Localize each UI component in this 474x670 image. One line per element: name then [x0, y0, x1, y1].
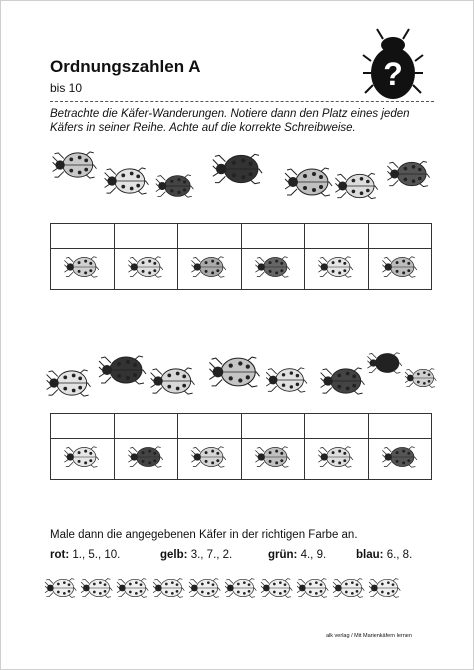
instruction-line-1: Betrachte die Käfer-Wanderungen. Notiere dann den Platz eines jeden	[50, 108, 410, 120]
beetle-walk-row-1	[41, 144, 441, 204]
beetle-walk-row-2	[41, 346, 441, 406]
ladybug-icon[interactable]	[369, 579, 400, 598]
answer-cell[interactable]	[305, 224, 369, 249]
dashed-divider	[50, 101, 434, 102]
answer-cell[interactable]	[178, 414, 242, 439]
ladybug-icon	[99, 356, 146, 384]
ladybug-icon	[387, 161, 429, 186]
answer-cell[interactable]	[241, 224, 305, 249]
ladybug-icon	[187, 442, 231, 472]
ladybug-icon	[151, 368, 195, 394]
ladybug-icon	[405, 369, 436, 388]
ladybug-icon	[266, 368, 307, 392]
page-subtitle: bis 10	[50, 81, 83, 95]
color-task-yellow: gelb: 3., 7., 2.	[160, 549, 233, 561]
ladybug-icon	[251, 442, 295, 472]
ladybug-icon	[378, 442, 422, 472]
paint-instruction: Male dann die angegebenen Käfer in der richtigen Farbe an.	[50, 529, 358, 541]
ladybug-icon[interactable]	[45, 579, 76, 598]
ladybug-icon	[321, 368, 365, 394]
ladybug-icon	[124, 252, 168, 282]
answer-cell[interactable]	[368, 414, 432, 439]
ladybug-icon	[53, 152, 97, 178]
answer-cell[interactable]	[51, 414, 115, 439]
ladybug-icon	[314, 442, 358, 472]
instruction-line-2: Käfers in seiner Reihe. Achte auf die korrekte Schreibweise.	[50, 122, 356, 134]
ladybug-icon	[251, 252, 295, 282]
color-task-blue: blau: 6., 8.	[356, 549, 413, 561]
ladybug-icon	[60, 442, 104, 472]
ladybug-icon	[209, 357, 259, 387]
answer-cell[interactable]	[368, 224, 432, 249]
page-title: Ordnungszahlen A	[50, 57, 201, 76]
coloring-beetle-row	[41, 569, 441, 609]
svg-text:?: ?	[383, 56, 403, 92]
answer-cell[interactable]	[178, 224, 242, 249]
answer-cell[interactable]	[305, 414, 369, 439]
instructions	[50, 107, 440, 135]
answer-cell[interactable]	[51, 224, 115, 249]
color-task-green: grün: 4., 9.	[268, 549, 327, 561]
ladybug-icon	[335, 173, 377, 198]
ladybug-icon	[47, 370, 91, 396]
ladybug-icon	[105, 168, 149, 194]
ladybug-icon	[187, 252, 231, 282]
question-beetle-icon	[361, 25, 425, 103]
ladybug-icon[interactable]	[117, 579, 148, 598]
ladybug-icon[interactable]	[261, 579, 292, 598]
answer-cell[interactable]	[114, 414, 178, 439]
ladybug-icon	[367, 353, 401, 374]
ladybug-icon	[285, 168, 332, 196]
ladybug-icon	[60, 252, 104, 282]
footer-credit: alk verlag / Mit Marienkäfern lernen	[326, 633, 412, 639]
color-task-red: rot: 1., 5., 10.	[50, 549, 121, 561]
answer-cell[interactable]	[114, 224, 178, 249]
ladybug-icon[interactable]	[189, 579, 220, 598]
answer-cell[interactable]	[241, 414, 305, 439]
ladybug-icon	[213, 154, 262, 183]
ladybug-icon	[314, 252, 358, 282]
ladybug-icon[interactable]	[153, 579, 184, 598]
ladybug-icon[interactable]	[81, 579, 112, 598]
ladybug-icon	[378, 252, 422, 282]
ladybug-icon	[124, 442, 168, 472]
answer-grid-2	[50, 413, 432, 480]
answer-grid-1	[50, 223, 432, 290]
ladybug-icon[interactable]	[333, 579, 364, 598]
ladybug-icon	[156, 175, 194, 197]
ladybug-icon[interactable]	[225, 579, 256, 598]
ladybug-icon[interactable]	[297, 579, 328, 598]
